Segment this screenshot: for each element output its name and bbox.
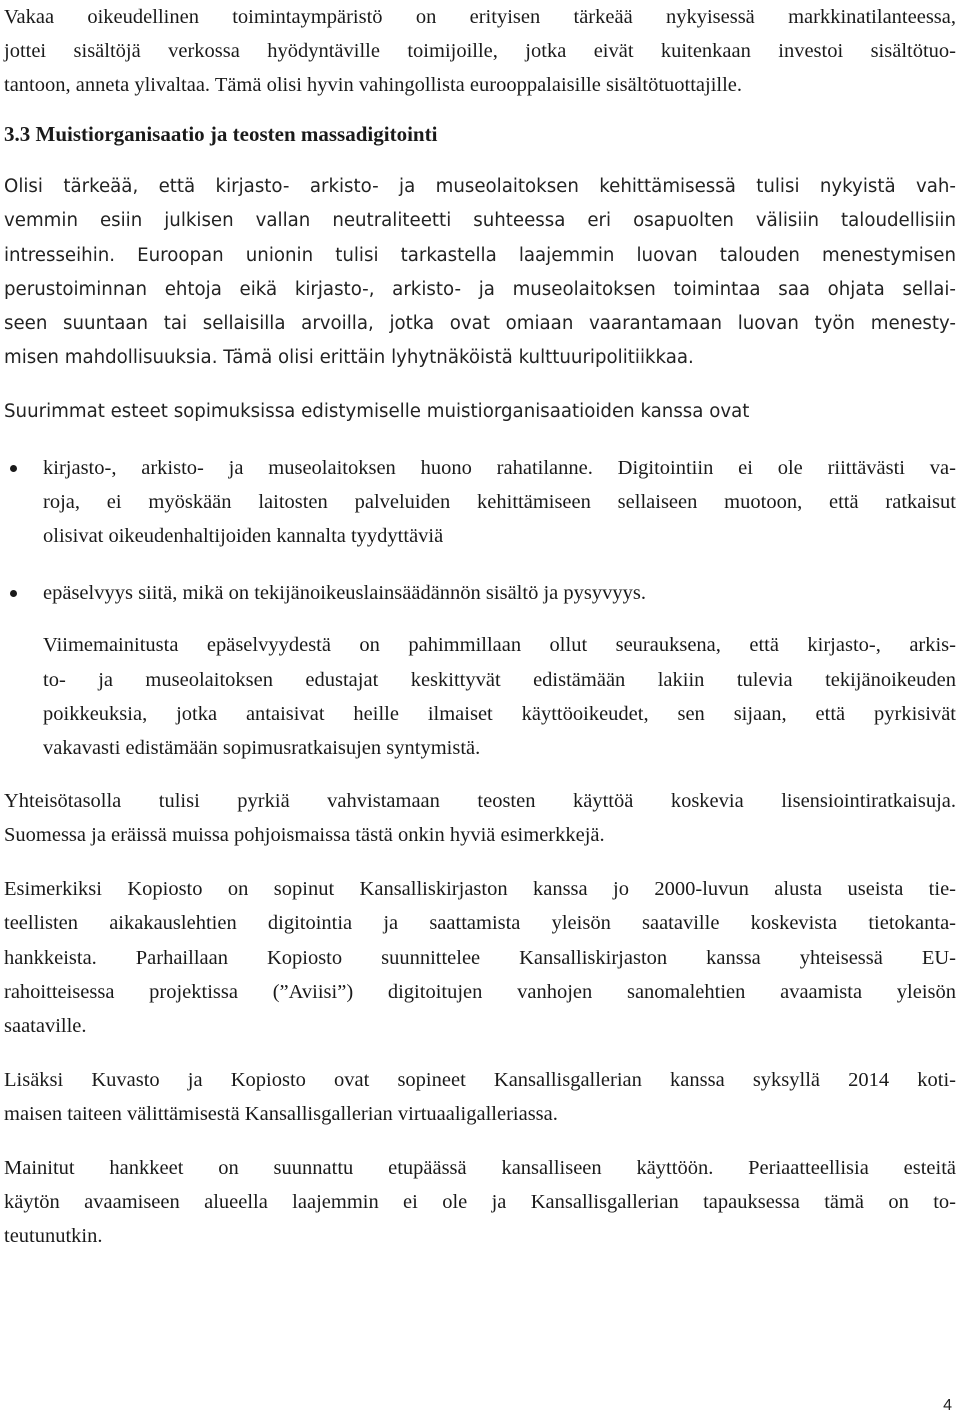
paragraph-line: Olisi tärkeää, että kirjasto- arkisto- ja museolaitoksen kehittämisessä tulisi nykyistä vah- [4,176,956,197]
paragraph-line: vemmin esiin julkisen vallan neutraliteetti suhteessa eri osapuolten välisiin taloudellisiin [4,210,956,231]
bullet-line: olisivat oikeudenhaltijoiden kannalta tyydyttäviä [43,525,444,547]
paragraph-line: teutunutkin. [4,1225,103,1247]
paragraph-line: saataville. [4,1015,87,1037]
paragraph-line: teellisten aikakauslehtien digitointia ja saattamista yleisön saataville koskevista tietokanta- [4,912,956,934]
bullet-line: roja, ei myöskään laitosten palveluiden kehittämiseen sellaiseen muotoon, että ratkaisut [43,491,956,513]
intro-line: tantoon, anneta ylivaltaa. Tämä olisi hyvin vahingollista eurooppalaisille sisältötuottajille. [4,74,743,96]
paragraph-line: Lisäksi Kuvasto ja Kopiosto ovat sopineet Kansallisgallerian kanssa syksyllä 2014 koti- [4,1069,956,1091]
page-number: 4 [943,1397,952,1414]
bullet-line: kirjasto-, arkisto- ja museolaitoksen huono rahatilanne. Digitointiin ei ole riittävästi va- [43,457,956,479]
paragraph-line: seen suuntaan tai sellaisilla arvoilla, jotka ovat omiaan vaarantamaan luovan työn menesty- [4,313,956,334]
paragraph-line: misen mahdollisuuksia. Tämä olisi erittäin lyhytnäköistä kulttuuripolitiikkaa. [4,347,694,368]
paragraph-line: Yhteisötasolla tulisi pyrkiä vahvistamaan teosten käyttöä koskevia lisensiointiratkaisuja. [4,790,956,812]
paragraph-line: Mainitut hankkeet on suunnattu etupäässä kansalliseen käyttöön. Periaatteellisia esteitä [4,1157,956,1179]
bullet-icon [10,465,17,472]
paragraph-line: Suurimmat esteet sopimuksissa edistymiselle muistiorganisaatioiden kanssa ovat [4,401,750,422]
indented-line: vakavasti edistämään sopimusratkaisujen syntymistä. [43,737,481,759]
paragraph-line: intresseihin. Euroopan unionin tulisi tarkastella laajemmin luovan talouden menestymisen [4,245,956,266]
paragraph-line: maisen taiteen välittämisestä Kansallisgallerian virtuaaligalleriassa. [4,1103,558,1125]
paragraph-line: perustoiminnan ehtoja eikä kirjasto-, arkisto- ja museolaitoksen toimintaa saa ohjata sellai- [4,279,956,300]
indented-line: poikkeuksia, jotka antaisivat heille ilmaiset käyttöoikeudet, sen sijaan, että pyrkisivät [43,703,956,725]
paragraph-line: hankkeista. Parhaillaan Kopiosto suunnittelee Kansalliskirjaston kanssa yhteisessä EU- [4,947,956,969]
bullet-icon [10,590,17,597]
intro-line: jottei sisältöjä verkossa hyödyntäville toimijoille, jotka eivät kuitenkaan investoi sisältötuo- [4,40,956,62]
paragraph-line: rahoitteisessa projektissa (”Aviisi”) digitoitujen vanhojen sanomalehtien avaamista yleisön [4,981,956,1003]
paragraph-line: Esimerkiksi Kopiosto on sopinut Kansalliskirjaston kanssa jo 2000-luvun alusta useista tie- [4,878,956,900]
section-heading: 3.3 Muistiorganisaatio ja teosten massadigitointi [4,122,438,146]
bullet-line: epäselvyys siitä, mikä on tekijänoikeuslainsäädännön sisältö ja pysyvyys. [43,582,646,604]
paragraph-line: Suomessa ja eräissä muissa pohjoismaissa tästä onkin hyviä esimerkkejä. [4,824,605,846]
indented-line: to- ja museolaitoksen edustajat keskittyvät edistämään lakiin tulevia tekijänoikeuden [43,669,956,691]
paragraph-line: käytön avaamiseen alueella laajemmin ei ole ja Kansallisgallerian tapauksessa tämä on to- [4,1191,956,1213]
intro-line: Vakaa oikeudellinen toimintaympäristö on erityisen tärkeää nykyisessä markkinatilanteessa, [4,6,956,28]
indented-line: Viimemainitusta epäselvyydestä on pahimmillaan ollut seurauksena, että kirjasto-, arkis- [43,634,956,656]
